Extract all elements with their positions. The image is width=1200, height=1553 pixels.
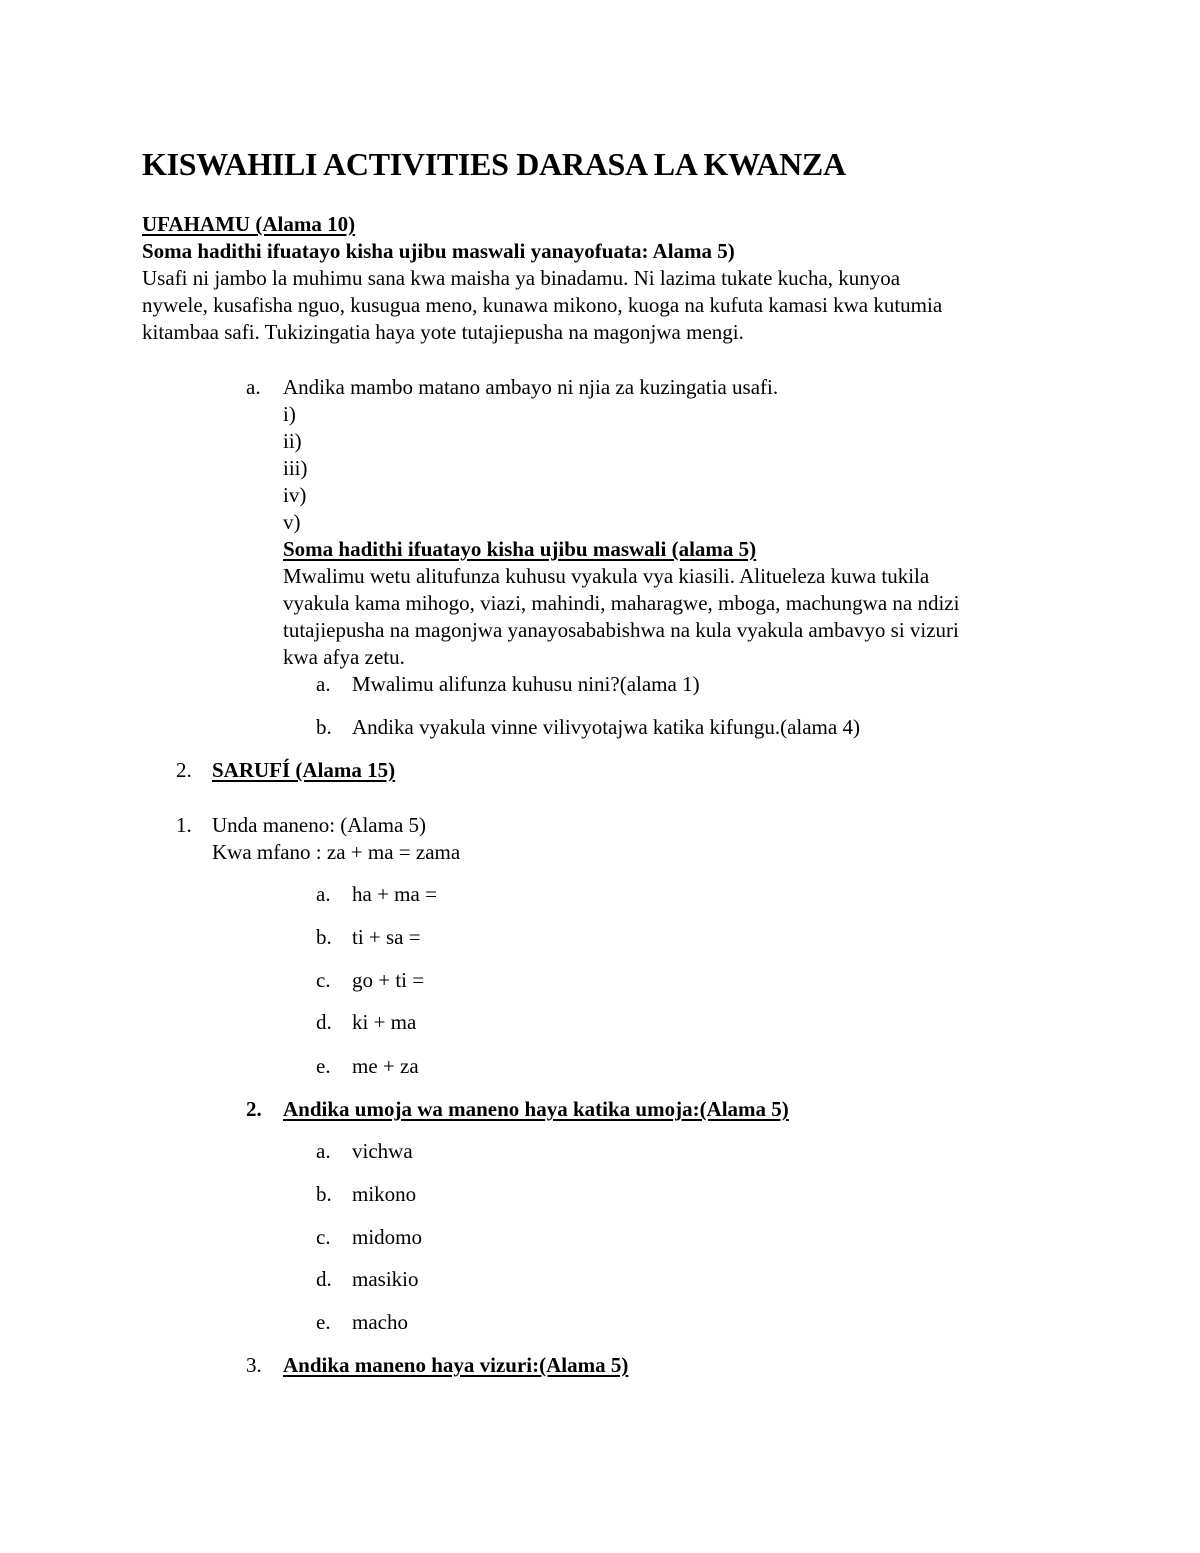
document-title: KISWAHILI ACTIVITIES DARASA LA KWANZA xyxy=(142,146,846,182)
passage-line: kitambaa safi. Tukizingatia haya yote tutajiepusha na magonjwa mengi. xyxy=(142,320,744,344)
question-text: Andika umoja wa maneno haya katika umoja:(Alama 5) xyxy=(283,1097,789,1121)
passage2-line: kwa afya zetu. xyxy=(283,645,405,669)
question-marker: b. xyxy=(316,715,332,739)
answer-slot: iii) xyxy=(283,456,308,480)
question-text: Mwalimu alifunza kuhusu nini?(alama 1) xyxy=(352,672,700,696)
item-text: macho xyxy=(352,1310,408,1334)
passage2-line: vyakula kama mihogo, viazi, mahindi, maharagwe, mboga, machungwa na ndizi xyxy=(283,591,960,615)
item-marker: c. xyxy=(316,968,331,992)
section-ufahamu-instruction: Soma hadithi ifuatayo kisha ujibu maswali yanayofuata: Alama 5) xyxy=(142,239,735,263)
item-text: go + ti = xyxy=(352,968,425,992)
question-marker: a. xyxy=(246,375,261,399)
passage2-line: Mwalimu wetu alitufunza kuhusu vyakula vya kiasili. Alitueleza kuwa tukila xyxy=(283,564,930,588)
item-marker: e. xyxy=(316,1054,331,1078)
item-marker: a. xyxy=(316,1139,331,1163)
question-text: Andika vyakula vinne vilivyotajwa katika kifungu.(alama 4) xyxy=(352,715,860,739)
question-text: Andika maneno haya vizuri:(Alama 5) xyxy=(283,1353,629,1377)
item-text: midomo xyxy=(352,1225,423,1249)
item-text: ki + ma xyxy=(352,1010,417,1034)
item-text: vichwa xyxy=(352,1139,413,1163)
example-text: Kwa mfano : za + ma = zama xyxy=(212,840,461,864)
sub-instruction: Soma hadithi ifuatayo kisha ujibu maswali (alama 5) xyxy=(283,537,757,561)
question-marker: 1. xyxy=(176,813,192,837)
item-text: masikio xyxy=(352,1267,419,1291)
item-text: mikono xyxy=(352,1182,417,1206)
passage2-line: tutajiepusha na magonjwa yanayosababishwa na kula vyakula ambavyo si vizuri xyxy=(283,618,959,642)
section-marker: 2. xyxy=(176,758,192,782)
question-marker: a. xyxy=(316,672,331,696)
item-marker: b. xyxy=(316,925,332,949)
item-marker: a. xyxy=(316,882,331,906)
item-text: ha + ma = xyxy=(352,882,437,906)
answer-slot: iv) xyxy=(283,483,307,507)
question-marker: 3. xyxy=(246,1353,262,1377)
question-marker: 2. xyxy=(246,1097,262,1121)
item-marker: d. xyxy=(316,1010,332,1034)
answer-slot: i) xyxy=(283,402,296,426)
item-marker: d. xyxy=(316,1267,332,1291)
answer-slot: ii) xyxy=(283,429,302,453)
answer-slot: v) xyxy=(283,510,301,534)
item-text: me + za xyxy=(352,1054,419,1078)
section-sarufi-heading: SARUFÍ (Alama 15) xyxy=(212,758,396,782)
passage-line: nywele, kusafisha nguo, kusugua meno, kunawa mikono, kuoga na kufuta kamasi kwa kutumia xyxy=(142,293,943,317)
item-marker: b. xyxy=(316,1182,332,1206)
passage-line: Usafi ni jambo la muhimu sana kwa maisha ya binadamu. Ni lazima tukate kucha, kunyoa xyxy=(142,266,901,290)
question-text: Unda maneno: (Alama 5) xyxy=(212,813,427,837)
item-marker: c. xyxy=(316,1225,331,1249)
item-text: ti + sa = xyxy=(352,925,421,949)
section-ufahamu-heading: UFAHAMU (Alama 10) xyxy=(142,212,356,236)
question-text: Andika mambo matano ambayo ni njia za kuzingatia usafi. xyxy=(283,375,779,399)
item-marker: e. xyxy=(316,1310,331,1334)
